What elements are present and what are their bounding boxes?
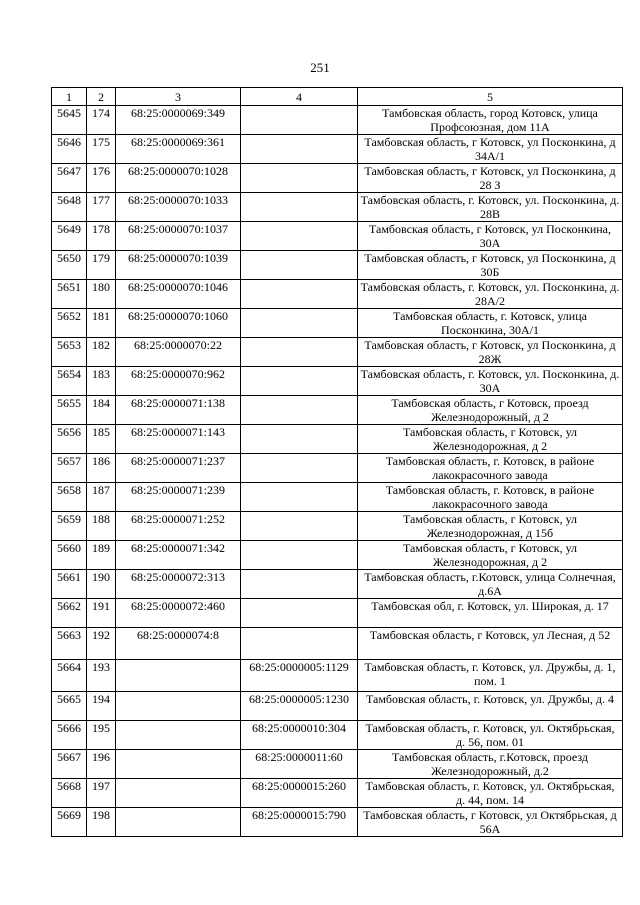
index-cell: 196 (87, 750, 116, 779)
cadastral-number-alt-cell (241, 512, 358, 541)
address-cell: Тамбовская область, г Котовск, проезд Железнодорожный, д 2 (358, 396, 623, 425)
cadastral-number-cell: 68:25:0000071:138 (116, 396, 241, 425)
cadastral-number-cell: 68:25:0000070:1037 (116, 222, 241, 251)
address-cell: Тамбовская область, г. Котовск, улица Посконкина, 30А/1 (358, 309, 623, 338)
row-number-cell: 5654 (52, 367, 87, 396)
table-row (52, 251, 623, 280)
cadastral-number-alt-cell (241, 222, 358, 251)
cadastral-number-alt-cell (241, 367, 358, 396)
row-number-cell: 5647 (52, 164, 87, 193)
address-cell: Тамбовская область, г Котовск, ул Лесная, д 52 (358, 628, 623, 660)
address-cell: Тамбовская область, г. Котовск, ул. Посконкина, д. 28В (358, 193, 623, 222)
address-cell: Тамбовская область, город Котовск, улица Профсоюзная, дом 11А (358, 106, 623, 135)
cadastral-number-alt-cell (241, 628, 358, 660)
row-number-cell: 5645 (52, 106, 87, 135)
header-cell: 4 (241, 88, 358, 106)
cadastral-number-alt-cell (241, 570, 358, 599)
address-cell: Тамбовская область, г.Котовск, улица Солнечная, д.6А (358, 570, 623, 599)
table-row (52, 721, 623, 750)
cadastral-number-cell (116, 660, 241, 692)
cadastral-number-cell (116, 808, 241, 837)
cadastral-number-cell: 68:25:0000070:1046 (116, 280, 241, 309)
cadastral-number-alt-cell (241, 106, 358, 135)
cadastral-number-cell: 68:25:0000071:342 (116, 541, 241, 570)
index-cell: 194 (87, 692, 116, 721)
header-cell: 3 (116, 88, 241, 106)
cadastral-number-alt-cell: 68:25:0000011:60 (241, 750, 358, 779)
index-cell: 195 (87, 721, 116, 750)
table-row (52, 660, 623, 692)
cadastral-number-cell: 68:25:0000071:239 (116, 483, 241, 512)
table-row (52, 222, 623, 251)
cadastral-number-alt-cell (241, 309, 358, 338)
address-cell: Тамбовская область, г Котовск, ул Посконкина, д 28Ж (358, 338, 623, 367)
table-row (52, 280, 623, 309)
index-cell: 186 (87, 454, 116, 483)
address-cell: Тамбовская область, г Котовск, ул Посконкина, д 28 З (358, 164, 623, 193)
index-cell: 180 (87, 280, 116, 309)
cadastral-number-cell: 68:25:0000074:8 (116, 628, 241, 660)
table-row (52, 396, 623, 425)
row-number-cell: 5665 (52, 692, 87, 721)
cadastral-number-alt-cell (241, 599, 358, 628)
registry-table (51, 87, 623, 837)
index-cell: 181 (87, 309, 116, 338)
index-cell: 182 (87, 338, 116, 367)
header-row (52, 88, 623, 106)
table-row (52, 570, 623, 599)
cadastral-number-alt-cell (241, 338, 358, 367)
table-row (52, 338, 623, 367)
index-cell: 190 (87, 570, 116, 599)
cadastral-number-cell: 68:25:0000069:349 (116, 106, 241, 135)
header-cell: 2 (87, 88, 116, 106)
address-cell: Тамбовская область, г Котовск, ул Октябрьская, д 56А (358, 808, 623, 837)
address-cell: Тамбовская область, г. Котовск, ул. Посконкина, д. 28А/2 (358, 280, 623, 309)
row-number-cell: 5666 (52, 721, 87, 750)
table-row (52, 106, 623, 135)
index-cell: 198 (87, 808, 116, 837)
row-number-cell: 5664 (52, 660, 87, 692)
cadastral-number-alt-cell (241, 193, 358, 222)
cadastral-number-cell: 68:25:0000070:1033 (116, 193, 241, 222)
cadastral-number-alt-cell (241, 483, 358, 512)
address-cell: Тамбовская область, г Котовск, ул Посконкина, 30А (358, 222, 623, 251)
table-row (52, 135, 623, 164)
cadastral-number-alt-cell: 68:25:0000005:1129 (241, 660, 358, 692)
cadastral-number-alt-cell (241, 280, 358, 309)
row-number-cell: 5650 (52, 251, 87, 280)
cadastral-number-cell (116, 721, 241, 750)
address-cell: Тамбовская область, г Котовск, ул Железнодорожная, д 15б (358, 512, 623, 541)
row-number-cell: 5656 (52, 425, 87, 454)
cadastral-number-alt-cell (241, 454, 358, 483)
row-number-cell: 5655 (52, 396, 87, 425)
address-cell: Тамбовская область, г Котовск, ул Железнодорожная, д 2 (358, 425, 623, 454)
address-cell: Тамбовская область, г Котовск, ул Железнодорожная, д 2 (358, 541, 623, 570)
address-cell: Тамбовская область, г. Котовск, ул. Посконкина, д. 30А (358, 367, 623, 396)
cadastral-number-cell: 68:25:0000072:460 (116, 599, 241, 628)
index-cell: 188 (87, 512, 116, 541)
row-number-cell: 5662 (52, 599, 87, 628)
cadastral-number-cell (116, 692, 241, 721)
header-cell: 1 (52, 88, 87, 106)
table-row (52, 541, 623, 570)
cadastral-number-cell: 68:25:0000070:1028 (116, 164, 241, 193)
index-cell: 185 (87, 425, 116, 454)
row-number-cell: 5658 (52, 483, 87, 512)
table-row (52, 367, 623, 396)
table-row (52, 692, 623, 721)
row-number-cell: 5648 (52, 193, 87, 222)
index-cell: 184 (87, 396, 116, 425)
row-number-cell: 5649 (52, 222, 87, 251)
cadastral-number-alt-cell (241, 396, 358, 425)
cadastral-number-alt-cell: 68:25:0000015:260 (241, 779, 358, 808)
table-row (52, 483, 623, 512)
table-row (52, 512, 623, 541)
table-row (52, 425, 623, 454)
cadastral-number-alt-cell: 68:25:0000015:790 (241, 808, 358, 837)
index-cell: 193 (87, 660, 116, 692)
table-row (52, 599, 623, 628)
page-number: 251 (310, 60, 330, 75)
cadastral-number-alt-cell (241, 425, 358, 454)
cadastral-number-cell: 68:25:0000071:237 (116, 454, 241, 483)
index-cell: 176 (87, 164, 116, 193)
table-row (52, 779, 623, 808)
table-row (52, 164, 623, 193)
index-cell: 192 (87, 628, 116, 660)
row-number-cell: 5653 (52, 338, 87, 367)
cadastral-number-cell: 68:25:0000070:962 (116, 367, 241, 396)
row-number-cell: 5663 (52, 628, 87, 660)
address-cell: Тамбовская область, г. Котовск, ул. Октябрьская, д. 44, пом. 14 (358, 779, 623, 808)
cadastral-number-cell: 68:25:0000072:313 (116, 570, 241, 599)
cadastral-number-alt-cell (241, 164, 358, 193)
table-row (52, 808, 623, 837)
index-cell: 189 (87, 541, 116, 570)
row-number-cell: 5652 (52, 309, 87, 338)
table-row (52, 454, 623, 483)
index-cell: 178 (87, 222, 116, 251)
index-cell: 174 (87, 106, 116, 135)
row-number-cell: 5657 (52, 454, 87, 483)
row-number-cell: 5651 (52, 280, 87, 309)
row-number-cell: 5646 (52, 135, 87, 164)
address-cell: Тамбовская область, г.Котовск, проезд Железнодорожный, д.2 (358, 750, 623, 779)
index-cell: 175 (87, 135, 116, 164)
address-cell: Тамбовская область, г. Котовск, ул. Дружбы, д. 4 (358, 692, 623, 721)
cadastral-number-cell (116, 779, 241, 808)
index-cell: 187 (87, 483, 116, 512)
row-number-cell: 5659 (52, 512, 87, 541)
cadastral-number-alt-cell (241, 135, 358, 164)
cadastral-number-cell (116, 750, 241, 779)
address-cell: Тамбовская область, г Котовск, ул Посконкина, д 34А/1 (358, 135, 623, 164)
cadastral-number-alt-cell (241, 541, 358, 570)
table-row (52, 193, 623, 222)
index-cell: 179 (87, 251, 116, 280)
address-cell: Тамбовская область, г. Котовск, ул. Дружбы, д. 1, пом. 1 (358, 660, 623, 692)
table-row (52, 309, 623, 338)
table-row (52, 628, 623, 660)
address-cell: Тамбовская область, г. Котовск, в районе лакокрасочного завода (358, 454, 623, 483)
cadastral-number-cell: 68:25:0000071:143 (116, 425, 241, 454)
cadastral-number-cell: 68:25:0000070:1060 (116, 309, 241, 338)
row-number-cell: 5667 (52, 750, 87, 779)
index-cell: 197 (87, 779, 116, 808)
cadastral-number-cell: 68:25:0000070:1039 (116, 251, 241, 280)
address-cell: Тамбовская область, г. Котовск, в районе лакокрасочного завода (358, 483, 623, 512)
index-cell: 183 (87, 367, 116, 396)
row-number-cell: 5669 (52, 808, 87, 837)
table-row (52, 750, 623, 779)
cadastral-number-cell: 68:25:0000069:361 (116, 135, 241, 164)
address-cell: Тамбовская область, г. Котовск, ул. Октябрьская, д. 56, пом. 01 (358, 721, 623, 750)
header-cell: 5 (358, 88, 623, 106)
row-number-cell: 5660 (52, 541, 87, 570)
address-cell: Тамбовская обл, г. Котовск, ул. Широкая, д. 17 (358, 599, 623, 628)
cadastral-number-cell: 68:25:0000071:252 (116, 512, 241, 541)
cadastral-number-alt-cell: 68:25:0000010:304 (241, 721, 358, 750)
cadastral-number-cell: 68:25:0000070:22 (116, 338, 241, 367)
cadastral-number-alt-cell (241, 251, 358, 280)
index-cell: 177 (87, 193, 116, 222)
address-cell: Тамбовская область, г Котовск, ул Посконкина, д 30Б (358, 251, 623, 280)
row-number-cell: 5661 (52, 570, 87, 599)
row-number-cell: 5668 (52, 779, 87, 808)
cadastral-number-alt-cell: 68:25:0000005:1230 (241, 692, 358, 721)
index-cell: 191 (87, 599, 116, 628)
